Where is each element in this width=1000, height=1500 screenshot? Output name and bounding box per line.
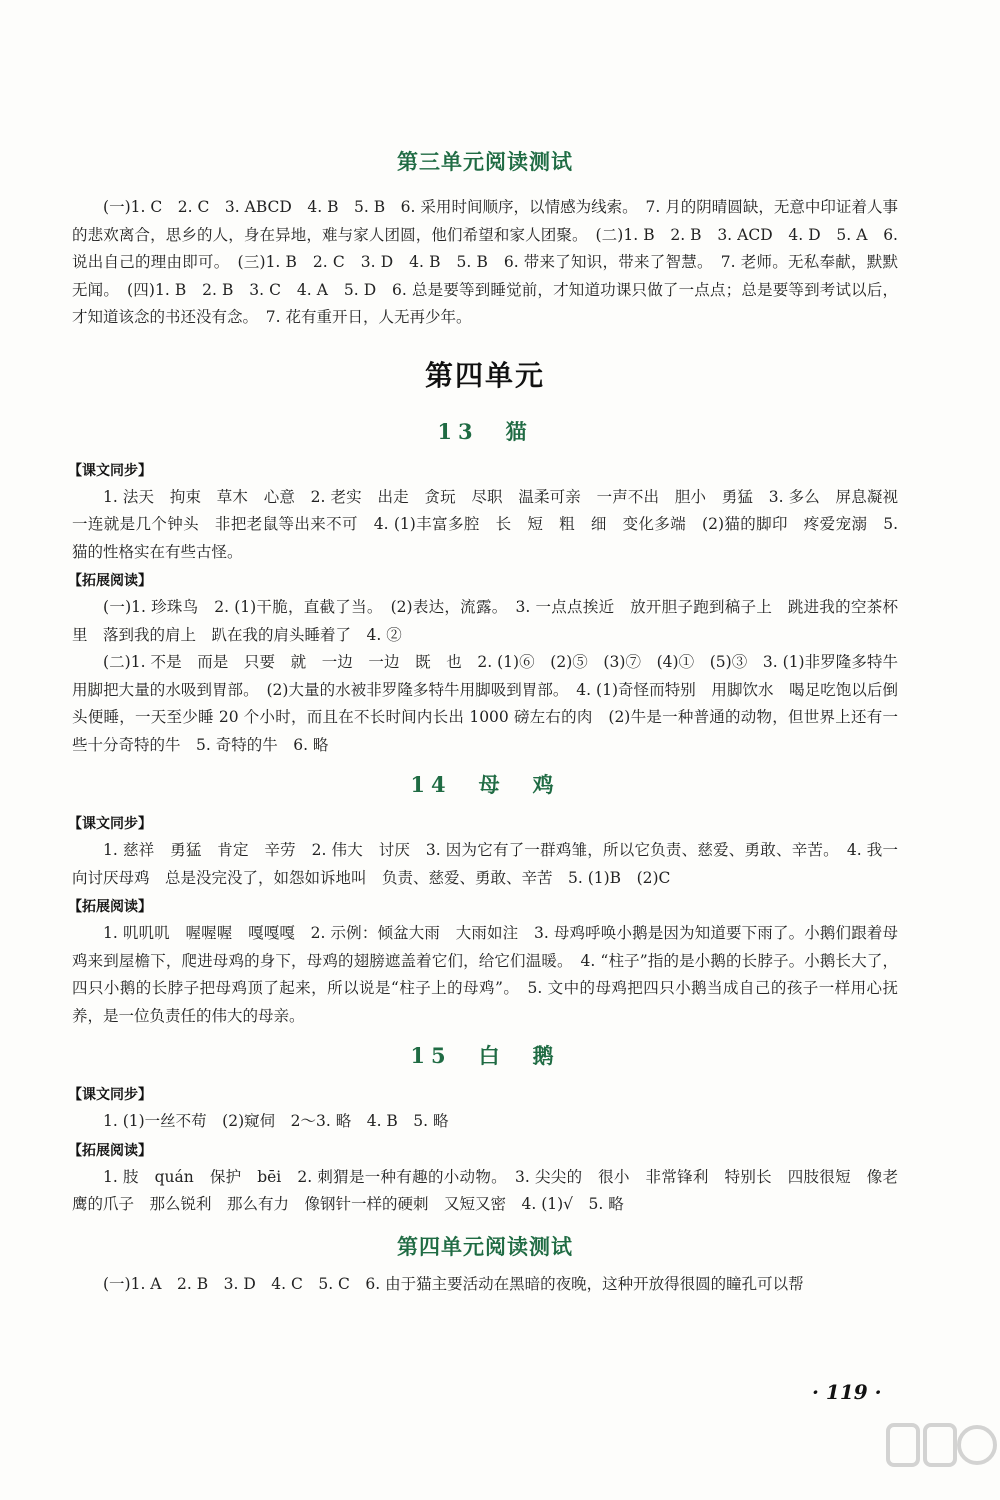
- answer-page: [68, 140, 914, 1298]
- lesson13-sync-label: 【课文同步】: [68, 462, 152, 479]
- lesson14-ext-label: 【拓展阅读】: [68, 899, 152, 915]
- lesson14-title: 14 母 鸡: [410, 772, 560, 797]
- lesson15-sync-label: 【课文同步】: [68, 1087, 152, 1103]
- lesson15-title: 15 白 鹅: [410, 1043, 560, 1068]
- lesson15-sync-answers: 1. (1)一丝不苟 (2)窥伺 2～3. 略 4. B 5. 略: [103, 1112, 449, 1130]
- lesson13-title: 13 猫: [437, 418, 533, 444]
- unit3-test-answers: (一)1. C 2. C 3. ABCD 4. B 5. B 6. 采用时间顺序，以情感为线索。 7. 月的阴晴圆缺，无意中印证着人事的悲欢离合，思乡的人，身在异地，难与家人团圆，他们希望和家人团聚。 (二)1. B 2. B 3. ACD 4. D 5. A 6. 说出自己的理由即可。 (三)1. B 2. C 3. D 4. B 5. B 6. 带来了知识，带来了智慧。 7. 老师。无私奉献，默默无闻。 (四)1. B 2. B 3. C 4. A 5. D 6. 总是要等到睡觉前，才知道功课只做了一点点；总是要等到考试以后，才知道该念的书还没有念。 7. 花有重开日，人无再少年。: [72, 198, 898, 326]
- page-number: · 119 ·: [812, 1380, 882, 1404]
- unit4-test-answers: (一)1. A 2. B 3. D 4. C 5. C 6. 由于猫主要活动在黑暗的夜晚，这种开放得很圆的瞳孔可以帮: [103, 1274, 804, 1293]
- unit3-test-title: 第三单元阅读测试: [397, 149, 573, 174]
- lesson13-sync-answers: 1. 法天 拘束 草木 心意 2. 老实 出走 贪玩 尽职 温柔可亲 一声不出 胆小 勇猛 3. 多么 屏息凝视 一连就是几个钟头 非把老鼠等出来不可 4. (1)丰富多腔 长 短 粗 细 变化多端 (2)猫的脚印 疼爱宠溺 5. 猫的性格实在有些古怪。: [72, 487, 914, 561]
- lesson13-ext-answers-1: (一)1. 珍珠鸟 2. (1)干脆，直截了当。 (2)表达，流露。 3. 一点点挨近 放开胆子跑到稿子上 跳进我的空茶杯里 落到我的肩上 趴在我的肩头睡着了 4. ②: [72, 598, 898, 644]
- watermark-logo-icon: [880, 1415, 1000, 1500]
- lesson15-ext-answers: 1. 肢 quán 保护 bēi 2. 刺猬是一种有趣的小动物。 3. 尖尖的 很小 非常锋利 特别长 四肢很短 像老鹰的爪子 那么锐利 那么有力 像钢针一样的硬刺 又短又密 4. (1)√ 5. 略: [72, 1167, 898, 1213]
- lesson15-ext-label: 【拓展阅读】: [68, 1142, 152, 1159]
- lesson14-ext-answers: 1. 叽叽叽 喔喔喔 嘎嘎嘎 2. 示例：倾盆大雨 大雨如注 3. 母鸡呼唤小鹅是因为知道要下雨了。小鹅们跟着母鸡来到屋檐下，爬进母鸡的身下，母鸡的翅膀遮盖着它们，给它们温暖。 4. “柱子”指的是小鹅的长脖子。小鹅长大了，四只小鹅的长脖子把母鸡顶了起来，所以说是“柱子上的母鸡”。 5. 文中的母鸡把四只小鹅当成自己的孩子一样用心抚养，是一位负责任的伟大的母亲。: [72, 924, 898, 1025]
- lesson13-ext-label: 【拓展阅读】: [68, 573, 152, 589]
- lesson13-ext-answers-2: (二)1. 不是 而是 只要 就 一边 一边 既 也 2. (1)⑥ (2)⑤ (3)⑦ (4)① (5)③ 3. (1)非罗隆多特牛用脚把大量的水吸到胃部。 (2)大量的水被非罗隆多特牛用脚吸到胃部。 4. (1)奇怪而特别 用脚饮水 喝足吃饱以后倒头便睡，一天至少睡 20 个小时，而且在不长时间内长出 1000 磅左右的肉 (2)牛是一种普通的动物，但世界上还有一些十分奇特的牛 5. 奇特的牛 6. 略: [72, 653, 898, 754]
- unit4-test-title: 第四单元阅读测试: [397, 1233, 573, 1259]
- unit4-title: 第四单元: [424, 358, 545, 392]
- lesson14-sync-answers: 1. 慈祥 勇猛 肯定 辛劳 2. 伟大 讨厌 3. 因为它有了一群鸡雏，所以它负责、慈爱、勇敢、辛苦。 4. 我一向讨厌母鸡 总是没完没了，如怨如诉地叫 负责、慈爱、勇敢、辛苦 5. (1)B (2)C: [72, 841, 898, 887]
- lesson14-sync-label: 【课文同步】: [68, 816, 152, 832]
